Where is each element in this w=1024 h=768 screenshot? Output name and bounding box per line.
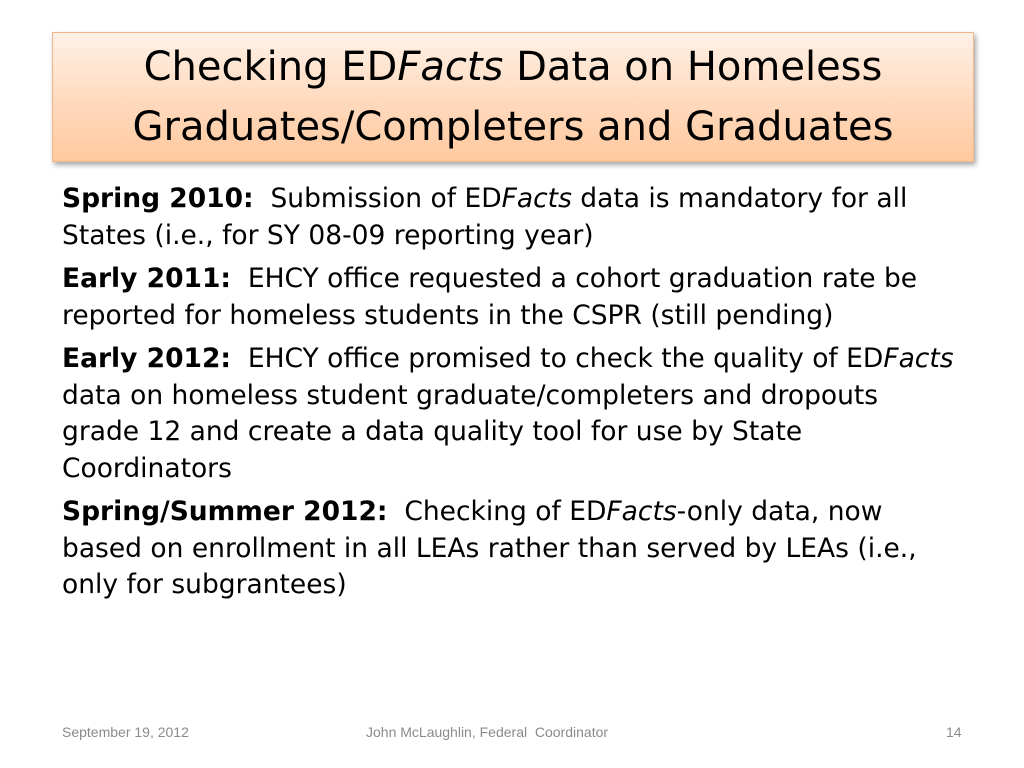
title-text: Data on Homeless (503, 44, 883, 90)
item-text: EHCY office promised to check the quality of ED (231, 343, 884, 374)
item-text-italic: Facts (883, 343, 954, 374)
timeline-item-spring-summer-2012 (62, 494, 962, 604)
timeline-item-early-2011 (62, 261, 962, 334)
item-label: Early 2012: (62, 343, 231, 374)
item-text: Checking of ED (387, 496, 607, 527)
item-text: -only data, now based on enrollment in all LEAs rather than served by LEAs (i.e., only for subgrantees) (62, 496, 917, 600)
item-text: data is mandatory for all States (i.e., for SY 08-09 reporting year) (62, 183, 908, 251)
item-label: Spring 2010: (62, 183, 254, 214)
title-text-italic: Facts (397, 44, 504, 90)
item-label: Spring/Summer 2012: (62, 496, 388, 527)
item-text-italic: Facts (501, 183, 572, 214)
slide-title-line-2: Graduates/Completers and Graduates (132, 104, 894, 150)
timeline-item-spring-2010 (62, 181, 962, 254)
title-text: Checking ED (143, 44, 398, 90)
footer-presenter: John McLaughlin, Federal Coordinator (366, 724, 609, 740)
content-body (62, 181, 962, 611)
item-text: Submission of ED (253, 183, 502, 214)
footer-page-number: 14 (946, 724, 962, 740)
title-box (52, 32, 974, 162)
item-label: Early 2011: (62, 263, 231, 294)
timeline-item-early-2012 (62, 341, 962, 487)
item-text: EHCY office requested a cohort graduation rate be reported for homeless students in the CSPR (still pending) (62, 263, 926, 331)
slide-title-line-1 (144, 37, 883, 97)
footer-date: September 19, 2012 (62, 724, 189, 740)
item-text: data on homeless student graduate/completers and dropouts grade 12 and create a data quality tool for use by State Coordinators (62, 379, 879, 484)
item-text-italic: Facts (606, 496, 677, 527)
